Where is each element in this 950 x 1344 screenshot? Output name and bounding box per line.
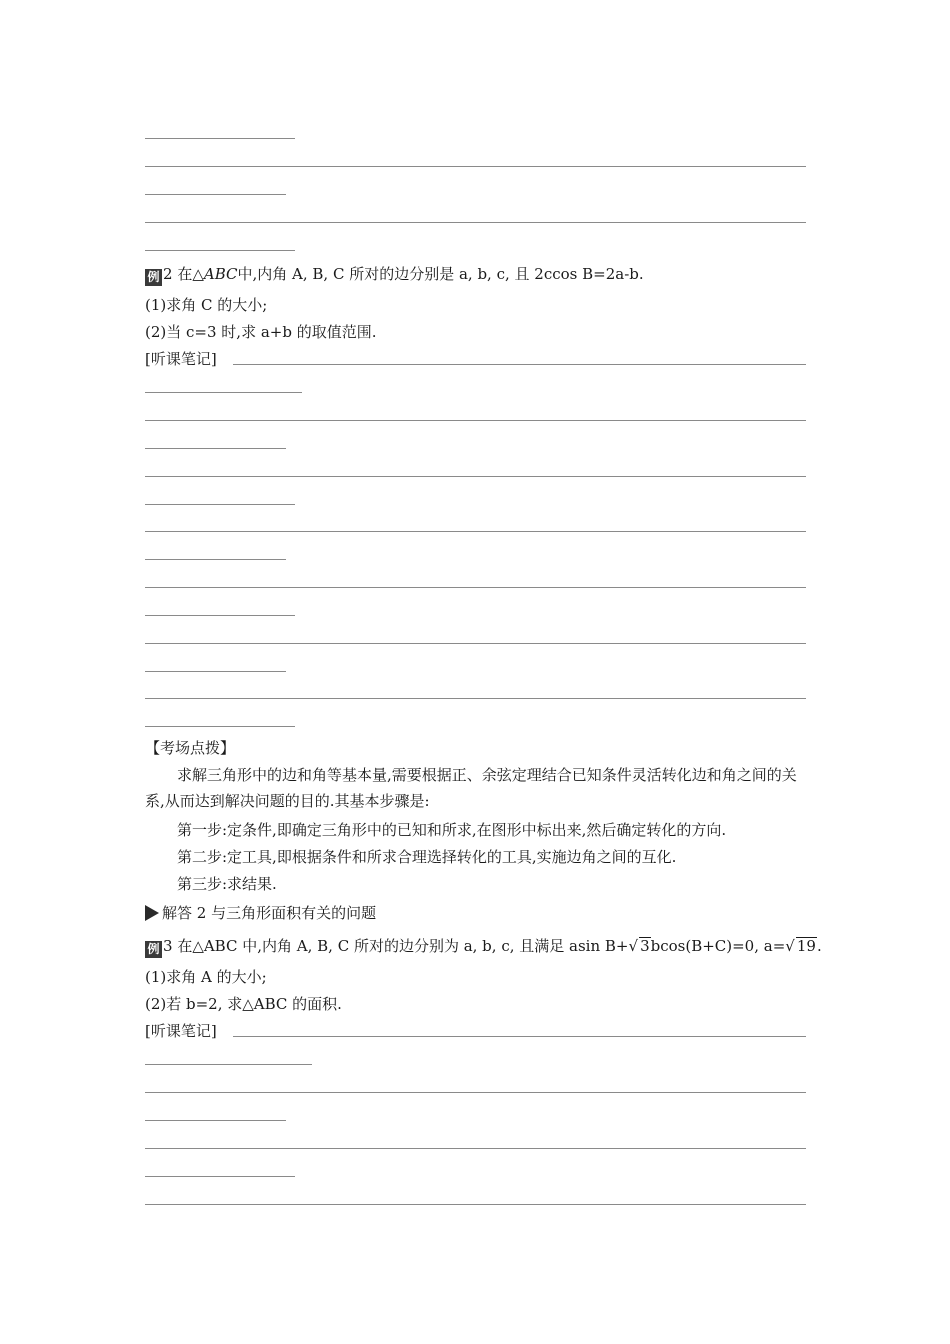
- example-number: 3: [163, 937, 173, 955]
- notes-line[interactable]: [145, 587, 806, 588]
- answer-line: [145, 166, 806, 167]
- example-2-stem: 例 2 在△ABC中,内角 A, B, C 所对的边分别是 a, b, c, 且 2ccos B=2a-b.: [145, 264, 644, 286]
- arrow-icon: [145, 905, 159, 921]
- notes-label: [听课笔记]: [145, 350, 217, 368]
- tips-step-2: 第二步:定工具,即根据条件和所求合理选择转化的工具,实施边角之间的互化.: [177, 848, 677, 866]
- notes-line[interactable]: [145, 726, 295, 727]
- notes-line[interactable]: [145, 392, 302, 393]
- notes-line[interactable]: [145, 420, 806, 421]
- tips-step-3: 第三步:求结果.: [177, 875, 277, 893]
- notes-line[interactable]: [145, 1092, 806, 1093]
- tips-step-1: 第一步:定条件,即确定三角形中的已知和所求,在图形中标出来,然后确定转化的方向.: [177, 821, 727, 839]
- example-badge-icon: 例: [145, 941, 162, 958]
- sqrt-icon: √: [785, 937, 795, 955]
- tips-title: 【考场点拨】: [145, 739, 236, 757]
- example-badge-icon: 例: [145, 269, 162, 286]
- answer-2-heading: 解答 2 与三角形面积有关的问题: [145, 903, 376, 923]
- notes-line[interactable]: [145, 671, 286, 672]
- notes-line[interactable]: [145, 643, 806, 644]
- notes-line[interactable]: [145, 504, 295, 505]
- notes-line[interactable]: [145, 1204, 806, 1205]
- answer-line: [145, 250, 295, 251]
- answer-line: [145, 138, 295, 139]
- notes-line[interactable]: [145, 698, 806, 699]
- example-3-question-1: (1)求角 A 的大小;: [145, 968, 267, 986]
- notes-line[interactable]: [233, 1036, 806, 1037]
- notes-line[interactable]: [145, 559, 286, 560]
- notes-line[interactable]: [145, 1120, 286, 1121]
- example-3-question-2: (2)若 b=2, 求△ABC 的面积.: [145, 995, 342, 1013]
- example-number: 2: [163, 265, 173, 283]
- notes-line[interactable]: [233, 364, 806, 365]
- notes-line[interactable]: [145, 615, 295, 616]
- example-2-question-1: (1)求角 C 的大小;: [145, 296, 268, 314]
- notes-line[interactable]: [145, 1064, 312, 1065]
- example-3-stem: 例 3 在△ABC 中,内角 A, B, C 所对的边分别为 a, b, c, 且满足 asin B+√ 3bcos(B+C)=0, a=√ 19.: [145, 936, 822, 958]
- notes-line[interactable]: [145, 531, 806, 532]
- notes-line[interactable]: [145, 448, 286, 449]
- notes-label: [听课笔记]: [145, 1022, 217, 1040]
- sqrt-icon: √: [628, 937, 639, 955]
- answer-line: [145, 194, 286, 195]
- tips-paragraph: 求解三角形中的边和角等基本量,需要根据正、余弦定理结合已知条件灵活转化边和角之间的关系,从而达到解决问题的目的.其基本步骤是:: [145, 766, 797, 810]
- notes-line[interactable]: [145, 476, 806, 477]
- notes-line[interactable]: [145, 1148, 806, 1149]
- example-2-question-2: (2)当 c=3 时,求 a+b 的取值范围.: [145, 323, 377, 341]
- answer-line: [145, 222, 806, 223]
- notes-line[interactable]: [145, 1176, 295, 1177]
